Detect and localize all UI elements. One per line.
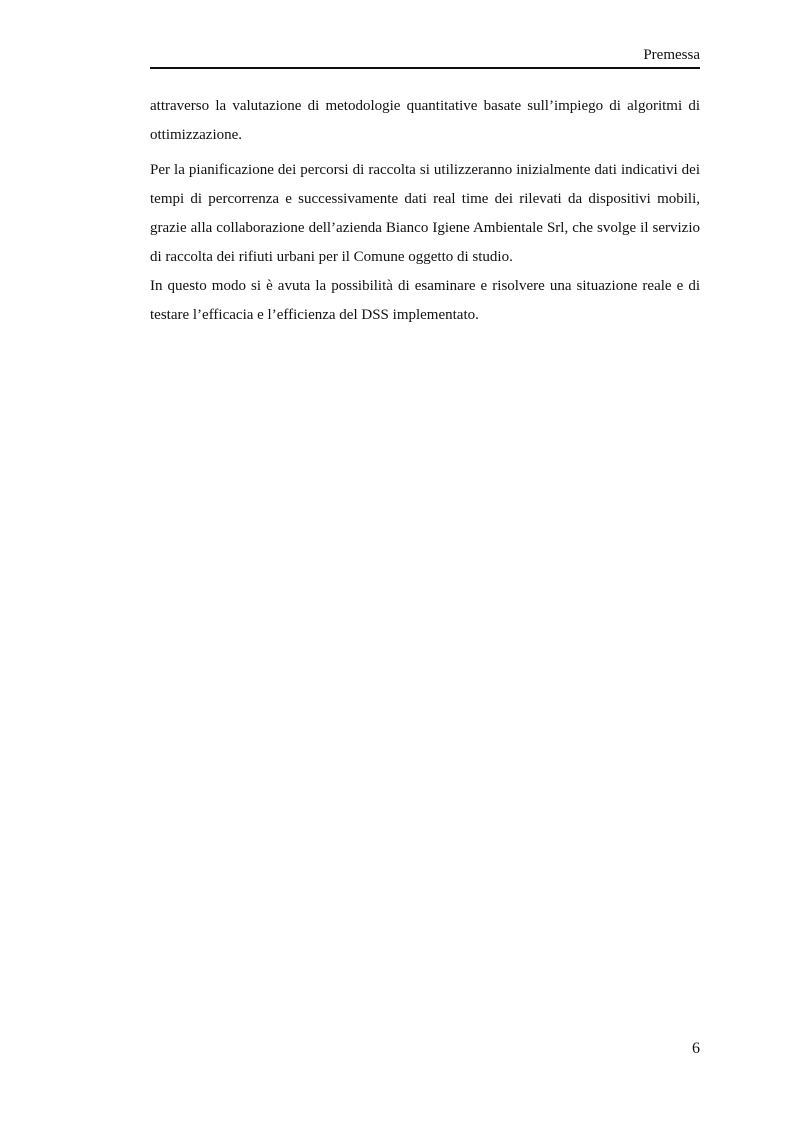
body-text — [150, 92, 700, 330]
paragraph-conclusion: In questo modo si è avuta la possibilità di esaminare e risolvere una situazione reale e di testare l’efficacia e l’efficienza del DSS implementato. — [150, 278, 700, 323]
header-rule — [150, 67, 700, 69]
running-header-title: Premessa — [643, 47, 700, 63]
paragraph-continuation: attraverso la valutazione di metodologie quantitative basate sull’impiego di algoritmi di ottimizzazione. — [150, 98, 700, 143]
paragraph-route-planning: Per la pianificazione dei percorsi di raccolta si utilizzeranno inizialmente dati indicativi dei tempi di percorrenza e successivamente dati real time dei rilevati da dispositivi mobili, grazie alla collaborazione dell’azienda Bianco Igiene Ambientale Srl, che svolge il servizio di raccolta dei rifiuti urbani per il Comune oggetto di studio. — [150, 162, 700, 265]
page-number: 6 — [692, 1040, 700, 1057]
